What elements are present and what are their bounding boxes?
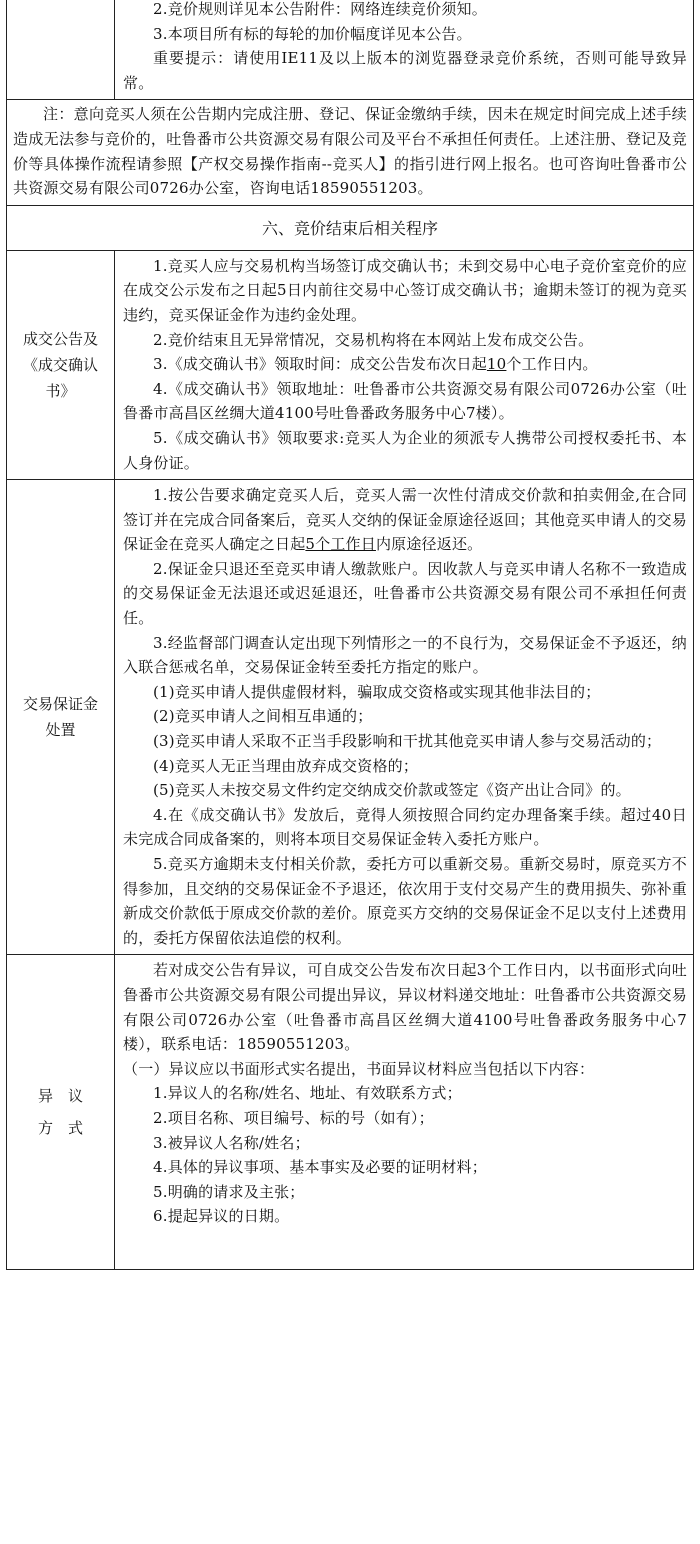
top-rules-row — [7, 0, 694, 100]
sec3-list-item: 5.明确的请求及主张； — [153, 1182, 305, 1201]
text: 1.按公告要求确定竞买人后，竞买人需一次性付清成交价款和拍卖佣金,在合同签订并在完成合同备案后，竞买人交纳的保证金原途径返回；其他竞买申请人的交易保证金在竞买人确定之日起 — [123, 486, 687, 554]
deposit-handling-label — [7, 480, 115, 955]
sec1-item-3 — [123, 352, 687, 377]
text: 内原途径返还。 — [375, 535, 483, 554]
sec2-item-2: 2.保证金只退还至竞买申请人缴款账户。因收款人与竞买申请人名称不一致造成的交易保证金无法退还或迟延退还，吐鲁番市公共资源交易有限公司不承担任何责任。 — [123, 559, 687, 628]
deal-announcement-row — [7, 250, 694, 479]
text: 个工作日内。 — [506, 355, 598, 374]
sec1-item-5: 5.《成交确认书》领取要求:竞买人为企业的须派专人携带公司授权委托书、本人身份证。 — [123, 428, 687, 472]
label-line: 成交公告及 — [22, 329, 98, 348]
rule-2: 2.竞价规则详见本公告附件：网络连续竞价须知。 — [153, 0, 487, 18]
note-row — [7, 100, 694, 205]
label-line: 异 议 — [37, 1087, 83, 1106]
sec2-item-3: 3.经监督部门调查认定出现下列情形之一的不良行为，交易保证金不予返还，纳入联合惩戒名单，交易保证金转至委托方指定的账户。 — [123, 633, 687, 677]
underlined-days: 10 — [486, 355, 507, 374]
deal-announcement-label — [7, 250, 115, 479]
deal-announcement-content — [115, 250, 694, 479]
top-left-cell — [7, 0, 115, 100]
sec3-list-item: 4.具体的异议事项、基本事实及必要的证明材料； — [153, 1158, 487, 1177]
document-table — [6, 0, 694, 1270]
sec3-list-item: 3.被异议人名称/姓名； — [153, 1133, 310, 1152]
top-rules-cell — [115, 0, 694, 100]
label-line: 交易保证金 — [22, 695, 98, 714]
sec3-intro: 若对成交公告有异议，可自成交公告发布次日起3个工作日内，以书面形式向吐鲁番市公共资源交易有限公司提出异议，异议材料递交地址：吐鲁番市公共资源交易有限公司0726办公室（吐鲁番市高昌区丝绸大道4100号吐鲁番政务服务中心7楼），联系电话：18590551203。 — [123, 961, 687, 1054]
label-line: 《成交确认 — [22, 355, 98, 374]
deposit-handling-content — [115, 480, 694, 955]
sec1-item-4: 4.《成交确认书》领取地址：吐鲁番市公共资源交易有限公司0726办公室（吐鲁番市高昌区丝绸大道4100号吐鲁番政务服务中心7楼）。 — [123, 379, 687, 423]
sec2-sub-item: (1)竞买申请人提供虚假材料，骗取成交资格或实现其他非法目的； — [153, 682, 601, 701]
sec3-list-item: 1.异议人的名称/姓名、地址、有效联系方式； — [153, 1084, 462, 1103]
sec2-sub-item: (2)竞买申请人之间相互串通的； — [153, 707, 373, 726]
label-line: 处置 — [45, 721, 76, 740]
label-line: 方 式 — [37, 1119, 83, 1138]
sec2-sub-item: (5)竞买人未按交易文件约定交纳成交价款或签定《资产出让合同》的。 — [153, 781, 631, 800]
objection-label — [7, 955, 115, 1270]
note-cell — [7, 100, 694, 205]
section-title: 六、竞价结束后相关程序 — [7, 205, 694, 250]
objection-row — [7, 955, 694, 1270]
sec3-list-item: 2.项目名称、项目编号、标的号（如有）； — [153, 1108, 434, 1127]
sec1-item-1: 1.竞买人应与交易机构当场签订成交确认书；未到交易中心电子竞价室竞价的应在成交公示发布之日起5日内前往交易中心签订成交确认书；逾期未签订的视为竞买违约，竞买保证金作为违约金处理。 — [123, 256, 687, 324]
sec2-item-4: 4.在《成交确认书》发放后，竟得人须按照合同约定办理备案手续。超过40日未完成合同成备案的，则将本项目交易保证金转入委托方账户。 — [123, 805, 687, 849]
section-heading-row — [7, 205, 694, 250]
rule-3: 3.本项目所有标的每轮的加价幅度详见本公告。 — [153, 24, 472, 43]
sec2-item-1 — [123, 483, 687, 557]
sec3-requirement: （一）异议应以书面形式实名提出，书面异议材料应当包括以下内容： — [123, 1059, 595, 1078]
text: 3.《成交确认书》领取时间：成交公告发布次日起 — [153, 355, 487, 374]
deposit-handling-row — [7, 480, 694, 955]
sec3-list-item: 6.提起异议的日期。 — [153, 1207, 290, 1226]
sec2-sub-item: (4)竞买人无正当理由放弃成交资格的； — [153, 756, 419, 775]
label-line: 书》 — [45, 381, 76, 400]
important-tip: 重要提示：请使用IE11及以上版本的浏览器登录竞价系统，否则可能导致异常。 — [123, 49, 687, 92]
objection-content — [115, 955, 694, 1270]
underlined-days: 5个工作日 — [305, 535, 376, 554]
sec2-sub-item: (3)竞买申请人采取不正当手段影响和干扰其他竞买申请人参与交易活动的； — [153, 732, 662, 751]
sec1-item-2: 2.竞价结束且无异常情况，交易机构将在本网站上发布成交公告。 — [153, 330, 594, 349]
sec2-item-5: 5.竞买方逾期未支付相关价款，委托方可以重新交易。重新交易时，原竞买方不得参加，且交纳的交易保证金不予退还，依次用于支付交易产生的费用损失、弥补重新成交价款低于原成交价款的差价。原竞买方交纳的交易保证金不足以支付上述费用的，委托方保留依法追偿的权利。 — [123, 855, 687, 947]
note-text: 注：意向竞买人须在公告期内完成注册、登记、保证金缴纳手续，因未在规定时间完成上述手续造成无法参与竞价的，吐鲁番市公共资源交易有限公司及平台不承担任何责任。上述注册、登记及竞价等具体操作流程请参照【产权交易操作指南--竞买人】的指引进行网上报名。也可咨询吐鲁番市公共资源交易有限公司0726办公室，咨询电话18590551203。 — [13, 105, 687, 198]
